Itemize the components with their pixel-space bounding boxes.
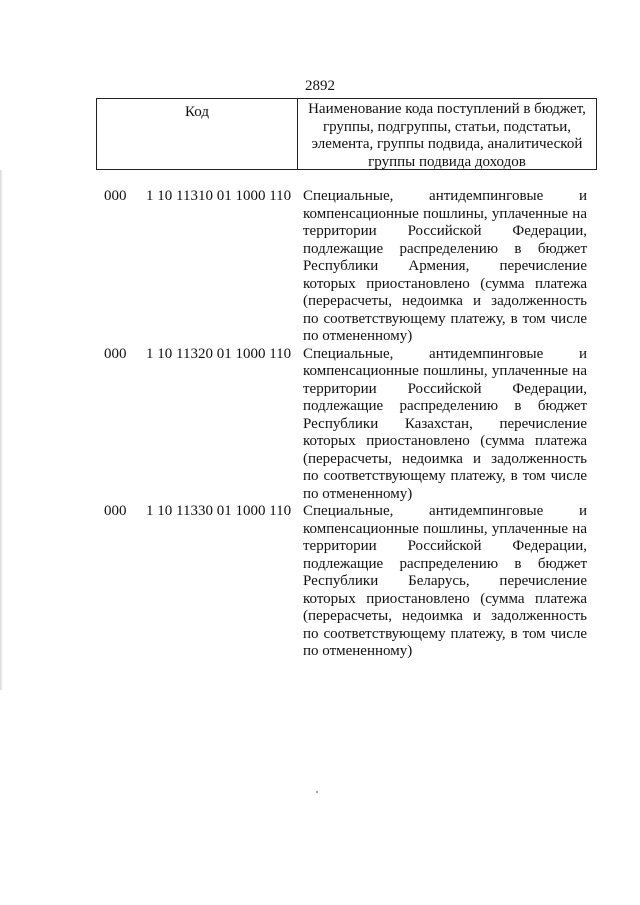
- table-header: [96, 98, 597, 170]
- row-revenue-code: 1 10 11330 01 1000 110: [146, 503, 292, 519]
- table-row: [0, 503, 640, 661]
- table-body: [0, 188, 640, 661]
- row-revenue-code: 1 10 11310 01 1000 110: [146, 188, 292, 204]
- header-name-cell: Наименование кода поступлений в бюджет, группы, подгруппы, статьи, подстатьи, элемента, группы подвида, аналитической группы подвида доходов: [308, 101, 586, 170]
- scan-speck: [316, 791, 318, 793]
- row-description: [303, 346, 587, 504]
- page-number: 2892: [305, 78, 335, 94]
- table-row: [0, 188, 640, 346]
- row-admin-code: 000: [104, 503, 127, 519]
- header-code-cell: Код: [97, 99, 298, 169]
- row-description-text: Специальные, антидемпинговые и компенсационные пошлины, уплаченные на территории Российской Федерации, подлежащие распределению в бюджет Республики Беларусь, перечисление которых приостановлено (сумма платежа (перерасчеты, недоимка и задолженность по соответствующему платежу, в том числе по отмененному): [303, 503, 587, 659]
- row-description-text: Специальные, антидемпинговые и компенсационные пошлины, уплаченные на территории Российской Федерации, подлежащие распределению в бюджет Республики Казахстан, перечисление которых приостановлено (сумма платежа (перерасчеты, недоимка и задолженность по соответствующему платежу, в том числе по отмененному): [303, 345, 587, 502]
- row-description: [303, 503, 587, 661]
- row-description: [303, 188, 587, 346]
- row-admin-code: 000: [104, 345, 127, 362]
- row-admin-code: 000: [104, 188, 127, 204]
- row-revenue-code: 1 10 11320 01 1000 110: [146, 345, 292, 362]
- row-description-text: Специальные, антидемпинговые и компенсационные пошлины, уплаченные на территории Российской Федерации, подлежащие распределению в бюджет Республики Армения, перечисление которых приостановлено (сумма платежа (перерасчеты, недоимка и задолженность по соответствующему платежу, в том числе по отмененному): [303, 188, 587, 344]
- table-row: [0, 346, 640, 504]
